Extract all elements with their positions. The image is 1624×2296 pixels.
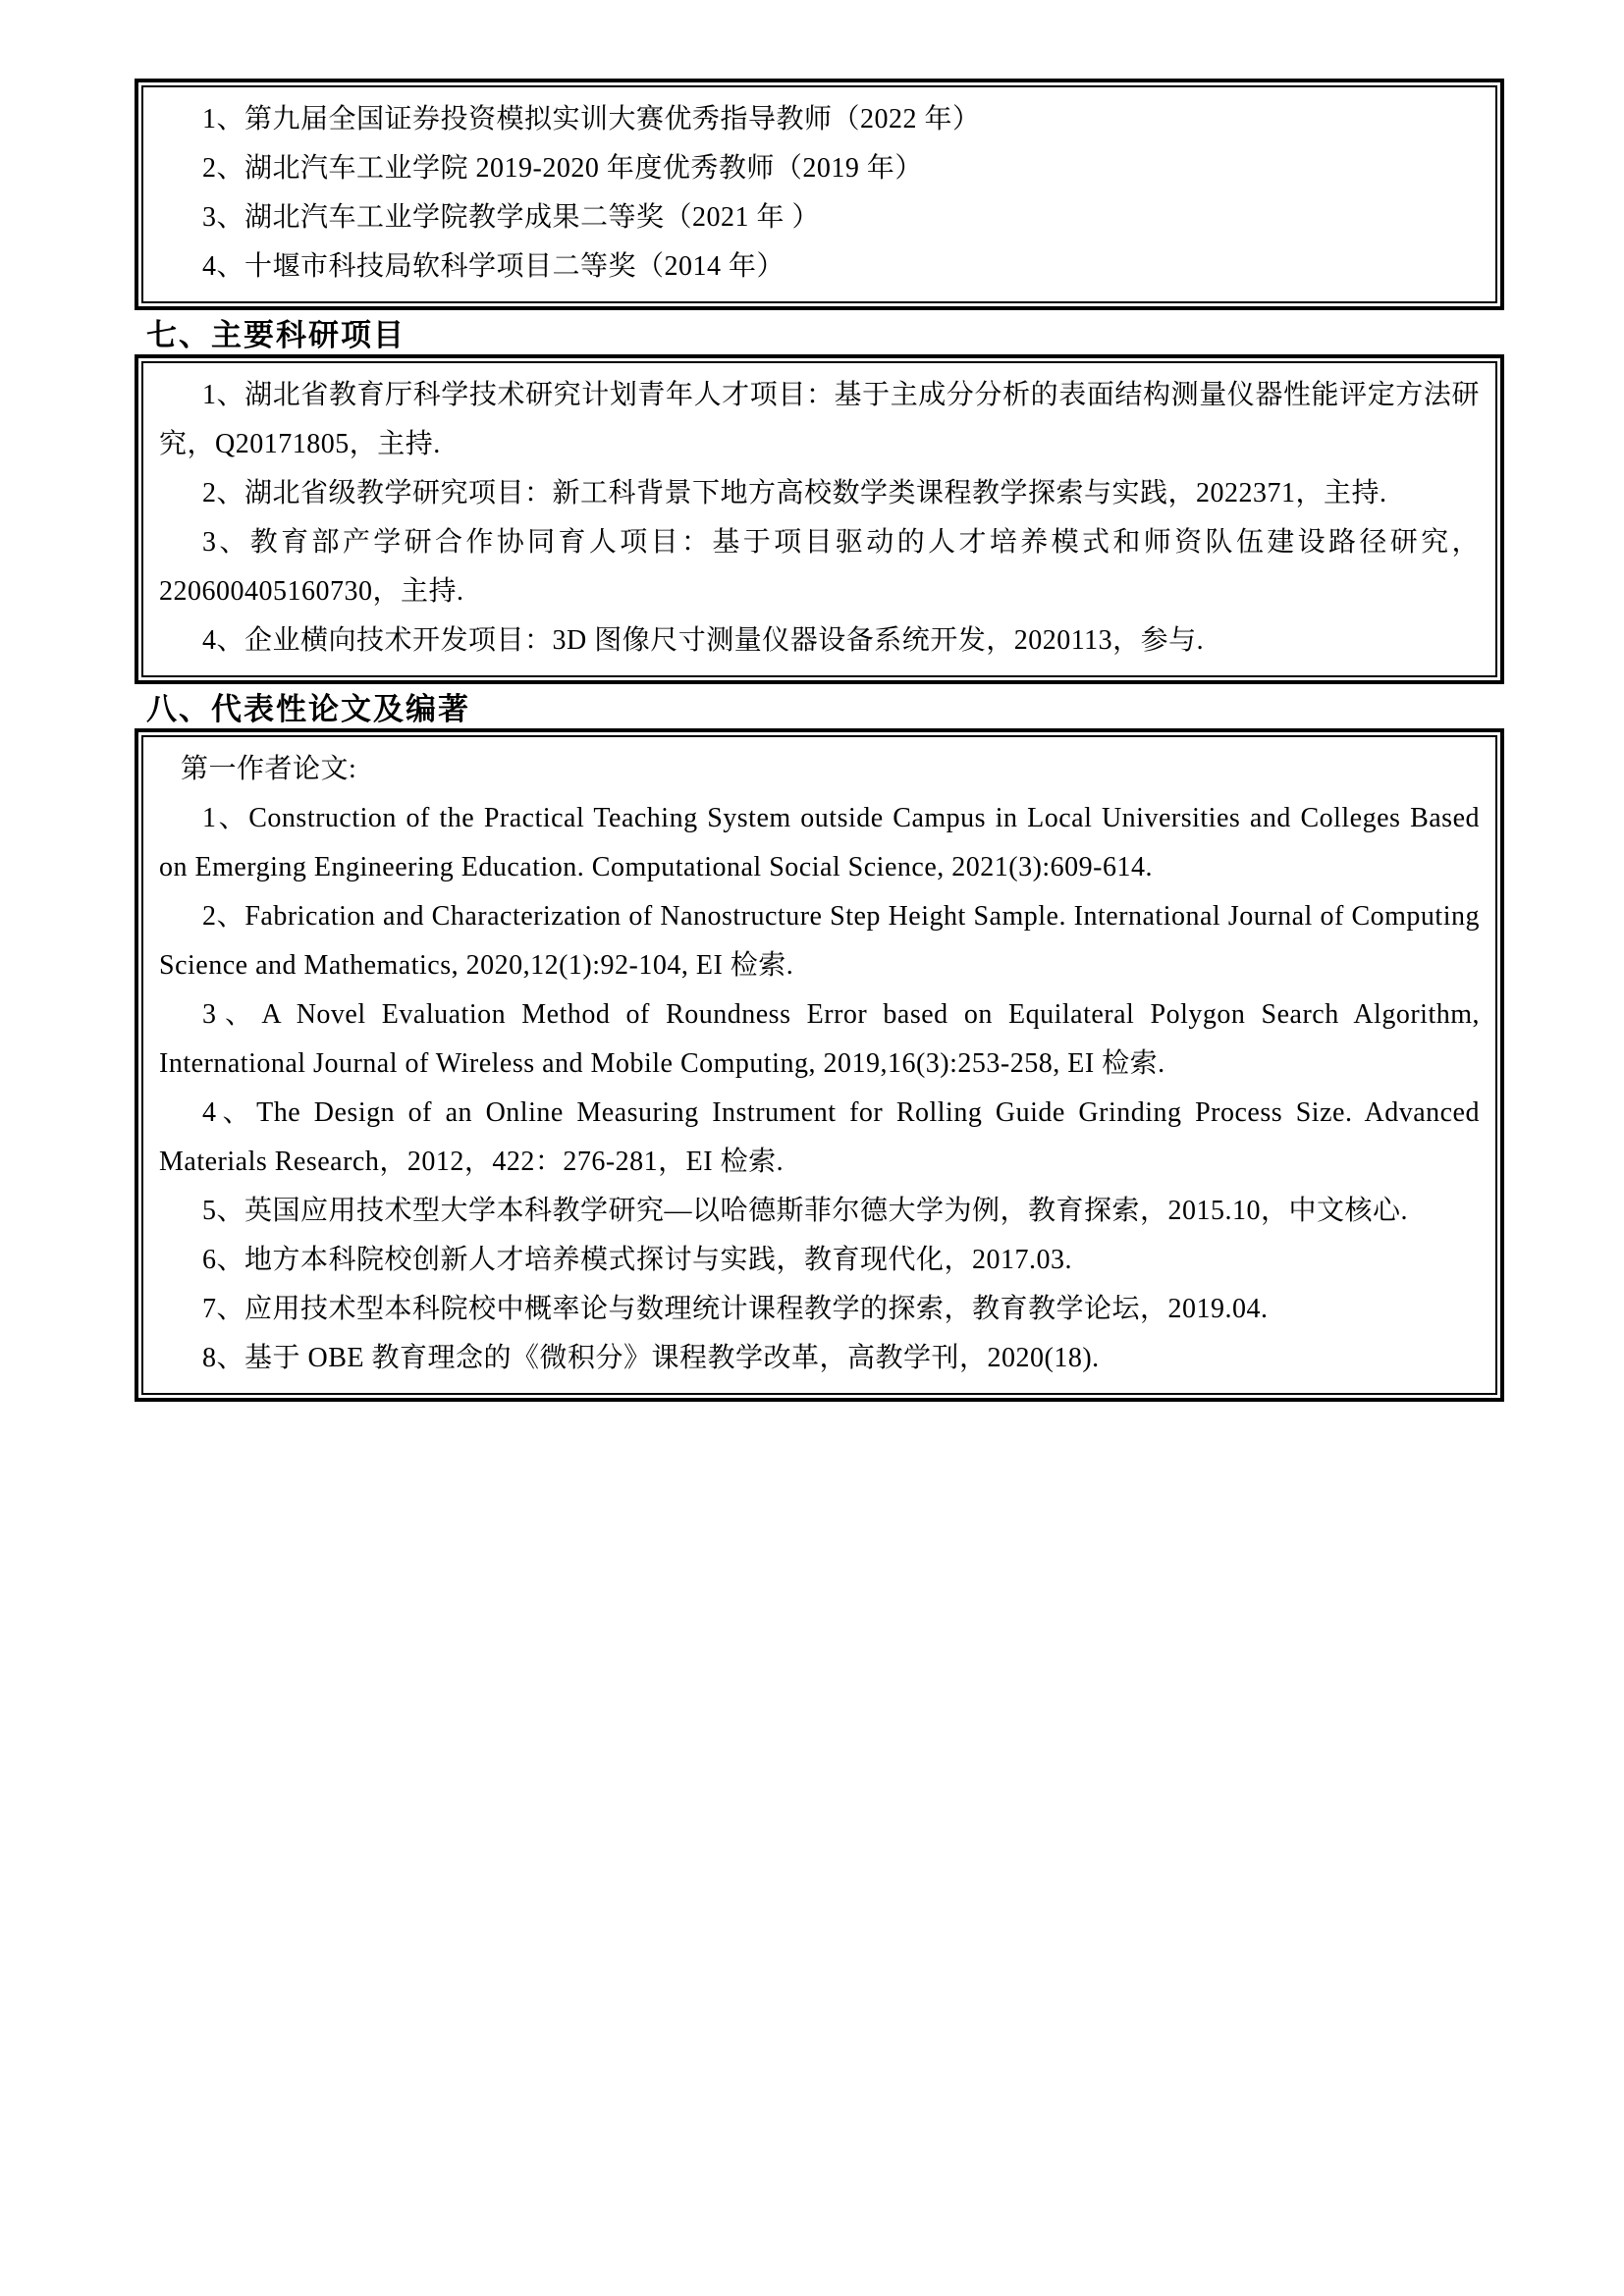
research-projects-box-inner [141, 361, 1497, 677]
section-heading-representative-papers: 八、代表性论文及编著 [146, 692, 470, 726]
paper-item: 8、基于 OBE 教育理念的《微积分》课程教学改革，高教学刊，2020(18). [202, 1343, 1100, 1373]
paper-item: 4、The Design of an Online Measuring Instrument for Rolling Guide Grinding Process Size. Advanced Materials Research，2012，422：276-281，EI 检索. [159, 1097, 1480, 1177]
paper-item: 7、应用技术型本科院校中概率论与数理统计课程教学的探索，教育教学论坛，2019.04. [202, 1294, 1269, 1324]
awards-box-inner [141, 85, 1497, 303]
paper-item: 1、Construction of the Practical Teaching System outside Campus in Local Universities and Colleges Based on Emerging Engineering Education. Computational Social Science, 2021(3):609-614. [159, 803, 1480, 882]
papers-intro-label: 第一作者论文: [181, 754, 357, 784]
project-item: 3、教育部产学研合作协同育人项目：基于项目驱动的人才培养模式和师资队伍建设路径研究，220600405160730，主持. [159, 527, 1480, 607]
section-heading-research-projects: 七、主要科研项目 [146, 318, 406, 352]
papers-box [135, 728, 1504, 1402]
paper-item: 2、Fabrication and Characterization of Nanostructure Step Height Sample. International Journal of Computing Science and Mathematics, 2020,12(1):92-104, EI 检索. [159, 901, 1480, 981]
project-item: 2、湖北省级教学研究项目：新工科背景下地方高校数学类课程教学探索与实践，2022371，主持. [202, 478, 1387, 508]
project-item: 1、湖北省教育厅科学技术研究计划青年人才项目：基于主成分分析的表面结构测量仪器性能评定方法研究，Q20171805，主持. [159, 380, 1480, 459]
research-projects-box [135, 354, 1504, 684]
papers-box-inner [141, 735, 1497, 1395]
project-item: 4、企业横向技术开发项目：3D 图像尺寸测量仪器设备系统开发，2020113，参与. [202, 625, 1205, 656]
awards-box [135, 79, 1504, 310]
award-item: 1、第九届全国证券投资模拟实训大赛优秀指导教师（2022 年） [202, 104, 981, 134]
award-item: 2、湖北汽车工业学院 2019-2020 年度优秀教师（2019 年） [202, 153, 923, 184]
paper-item: 3、A Novel Evaluation Method of Roundness Error based on Equilateral Polygon Search Algorithm, International Journal of Wireless and Mobile Computing, 2019,16(3):253-258, EI 检索. [159, 999, 1480, 1079]
paper-item: 6、地方本科院校创新人才培养模式探讨与实践，教育现代化，2017.03. [202, 1245, 1073, 1275]
award-item: 4、十堰市科技局软科学项目二等奖（2014 年） [202, 251, 785, 282]
award-item: 3、湖北汽车工业学院教学成果二等奖（2021 年 ） [202, 202, 821, 233]
paper-item: 5、英国应用技术型大学本科教学研究—以哈德斯菲尔德大学为例，教育探索，2015.10，中文核心. [202, 1196, 1409, 1226]
